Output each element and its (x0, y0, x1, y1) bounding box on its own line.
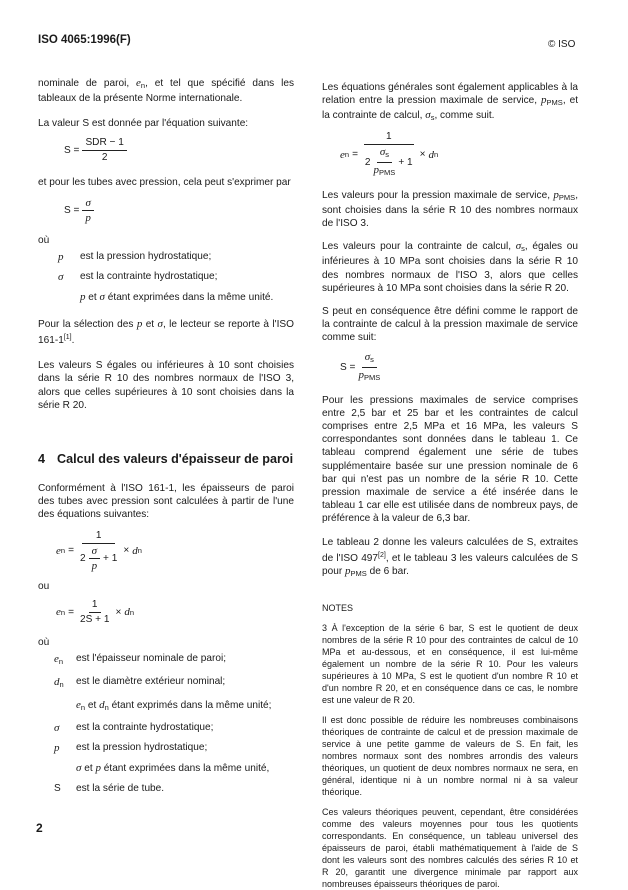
text: Les équations générales sont également applicables à la relation entre la pression maximale de service, (322, 82, 578, 107)
math-var: d (124, 606, 130, 619)
paragraph: La valeur S est donnée par l'équation suivante: (38, 118, 249, 130)
math-sub: s (430, 113, 435, 123)
math-var: d (132, 544, 138, 557)
document-id: ISO 4065:1996(F) (38, 34, 131, 46)
math-var: p (80, 290, 86, 303)
math-sub: n (59, 679, 64, 689)
text: , comme suit. (434, 110, 495, 122)
math-sub: PMS (363, 372, 381, 382)
numerator: σ (89, 545, 100, 559)
denominator: p (373, 163, 380, 176)
equation-en-s (56, 599, 294, 626)
symbol: p (58, 250, 64, 263)
paragraph (322, 536, 578, 581)
math-var: p (136, 317, 143, 330)
math-var: σ (515, 240, 522, 253)
text: et (81, 762, 96, 774)
section-number: 4 (38, 452, 46, 467)
math-var: p (95, 761, 101, 774)
text: nominale de paroi, (38, 78, 137, 89)
paragraph (322, 240, 578, 295)
note-paragraph: Ces valeurs théoriques peuvent, cependant, être considérées comme des valeurs moyennes pour tous les quotients correspondants. En conséquence, un tableau universel des épaisseurs de paroi, établi mathématiquement à l'aide de S dont les valeurs sont des nombres calculés des séries R 10 et R 20, garantit une divergence minimale par rapport aux nombreuses épaisseurs théoriques de paroi. (322, 807, 578, 890)
text: étant exprimés dans la même unité; (108, 699, 272, 711)
text: . (71, 335, 75, 347)
notes-title: NOTES (322, 603, 354, 614)
equation-s-sigma-p (64, 197, 294, 224)
text: Pour la sélection des (38, 318, 137, 330)
definition-note (76, 758, 294, 779)
math-var: p (553, 188, 559, 201)
math-var: e (56, 544, 61, 557)
math-sub: n (60, 546, 66, 556)
note-paragraph: Il est donc possible de réduire les nombreuses combinaisons théoriques de contrainte de calcul et de pression maximale de service à une petite gamme de valeurs de S. En fait, les nombres normaux sont des nombres arrondis des valeurs théoriques, un quotient de deux nombres normaux ne sera, en général, identique ni à un nombre normal ni à sa valeur théorique. (322, 715, 578, 798)
math-sub: PMS (350, 569, 367, 579)
symbol: σ (58, 270, 64, 283)
numerator: 1 (89, 599, 101, 613)
text: 2 (79, 552, 86, 564)
symbol: σ (54, 721, 60, 734)
inner-fraction (89, 545, 100, 572)
math-sub: n (434, 150, 439, 160)
numerator: σ (82, 197, 93, 211)
math-var: e (76, 698, 81, 711)
math-sub: n (137, 546, 142, 556)
inner-fraction (374, 146, 396, 179)
paragraph (38, 77, 294, 105)
eq-lhs: S = (64, 204, 80, 216)
math-var: d (428, 148, 434, 161)
copyright-notice: © ISO (548, 39, 576, 50)
definition-item (54, 738, 294, 758)
reference-link[interactable]: [1] (63, 334, 72, 342)
text: , et le tableau 3 les valeurs calculées de S pour (322, 552, 578, 578)
denominator (365, 145, 413, 179)
denominator: p (358, 368, 364, 381)
page-number: 2 (36, 820, 43, 835)
math-var: p (541, 94, 547, 107)
math-sub: s (385, 149, 390, 159)
definition-item (54, 649, 294, 672)
math-var: σ (99, 290, 105, 303)
definition-item (58, 267, 294, 287)
definition-text: est l'épaisseur nominale de paroi; (76, 652, 227, 664)
text: , sont choisies dans la série R 10 des nombres normaux de l'ISO 3. (322, 189, 578, 230)
where-label: où (38, 234, 50, 246)
paragraph: Conformément à l'ISO 161-1, les épaisseurs de paroi des tubes avec pression sont calculées à partir de l'une des équations suivantes: (38, 483, 294, 521)
definition-note (80, 287, 294, 308)
fraction (82, 137, 126, 164)
math-sub: PMS (546, 98, 563, 108)
fraction (80, 599, 109, 626)
math-sub: n (344, 150, 350, 160)
denominator: p (85, 211, 91, 224)
math-var: e (136, 77, 141, 89)
definition-item (58, 247, 294, 267)
equation-s-sdr (64, 137, 294, 164)
definition-text: est la contrainte hydrostatique; (76, 721, 214, 733)
text: et (85, 699, 100, 711)
definition-text: est la contrainte hydrostatique; (80, 270, 218, 282)
numerator: σ (364, 350, 371, 363)
left-column (38, 77, 294, 835)
right-column (322, 81, 578, 890)
paragraph (322, 81, 578, 125)
math-sub: n (58, 656, 64, 666)
definition-text: est la pression hydrostatique; (76, 741, 208, 753)
math-var: e (340, 148, 345, 161)
text: 2 (364, 156, 371, 168)
text: et (85, 291, 100, 303)
times: × (419, 149, 426, 161)
definition-text: est la pression hydrostatique; (80, 250, 212, 262)
text: étant exprimées dans la même unité. (104, 291, 274, 303)
paragraph (322, 189, 578, 231)
text: Les valeurs pour la pression maximale de service, (322, 189, 554, 201)
fraction (82, 197, 93, 224)
equation-en-pms (340, 131, 578, 179)
text: Le tableau 2 donne les valeurs calculées de S, extraites de l'ISO 497 (322, 536, 578, 564)
reference-link[interactable]: [2] (378, 551, 386, 559)
text: , égales ou inférieures à 10 MPa sont choisies dans la série R 10 des nombres normaux de l'ISO 3, alors que celles supérieures à 10 MPa sont choisies dans la série R 20. (322, 241, 578, 294)
or-label: ou (38, 580, 50, 592)
math-sub: s (521, 244, 525, 254)
math-sub: PMS (379, 167, 396, 177)
text: , et tel que spécifié dans les tableaux de la présente Norme internationale. (38, 78, 294, 105)
math-sub: n (80, 702, 86, 712)
math-var: σ (425, 109, 431, 122)
numerator: SDR − 1 (82, 137, 126, 151)
paragraph: Pour les pressions maximales de service comprises entre 2,5 bar et 25 bar et les contraintes de calcul comprises entre 2,5 MPa et 16 MPa, les valeurs S correspondantes sont données dans le tableau 1. Ce tableau comprend également une série de tubes supplémentaire basée sur une pression nominale de 6 bar qui n'est pas un nombre de la série R 10. Cette pression maximale de service a été insérée dans le tableau 1 car elle est utilisée dans de nombreux pays, de préférence à la valeur de 6,3 bar. (322, 394, 578, 525)
paragraph: et pour les tubes avec pression, cela peut s'exprimer par (38, 176, 291, 188)
fraction (358, 351, 380, 384)
definition-text: est la série de tube. (76, 782, 165, 794)
math-var: p (345, 565, 351, 578)
math-var: σ (76, 761, 82, 774)
math-var: e (56, 606, 61, 619)
numerator: 1 (82, 530, 116, 544)
text: étant exprimées dans la même unité, (100, 762, 270, 774)
symbol: d (54, 675, 60, 688)
math-sub: n (60, 607, 66, 617)
section-heading (38, 452, 294, 466)
numerator: 1 (364, 131, 414, 145)
symbol: e (54, 652, 59, 665)
denominator (80, 544, 117, 572)
times: × (115, 606, 122, 618)
symbol: p (54, 741, 60, 754)
math-sub: PMS (558, 192, 576, 202)
definition-item (54, 718, 294, 738)
math-sub: n (140, 81, 146, 90)
math-sub: s (370, 354, 374, 364)
equals: = (352, 149, 358, 161)
text: de 6 bar. (366, 566, 409, 578)
definition-note (76, 695, 294, 718)
equals: = (68, 545, 74, 557)
denominator: 2 (101, 151, 108, 163)
text: + 1 (398, 156, 413, 168)
math-var: σ (157, 317, 163, 330)
text: , le lecteur se reporte à l'ISO 161-1 (38, 318, 294, 347)
definition-item (54, 672, 294, 695)
equation-s-pms (340, 351, 578, 384)
equals: = (68, 606, 74, 618)
eq-lhs: S = (64, 144, 80, 156)
where-label: où (38, 636, 50, 648)
paragraph (38, 318, 294, 347)
section-title: Calcul des valeurs d'épaisseur de paroi (57, 452, 294, 467)
math-sub: n (129, 607, 135, 617)
equation-en-sigma (56, 530, 294, 572)
text: et (142, 318, 158, 330)
note-3: 3 À l'exception de la série 6 bar, S est le quotient de deux nombres de la série R 10 pour des contraintes de calcul de 10 MPa et au-dessous, et en conséquence, il est lui-même également un nombre de la série R 10. Pour les valeurs supérieures à 10 MPa, S est le quotient d'un nombre R 10 et d'un nombre R 20, et en conséquence dans ce cas, le nombre est une valeur de R 20. (322, 623, 578, 706)
paragraph: S peut en conséquence être défini comme le rapport de la contrainte de calcul à la pression maximale de service comme suit: (322, 306, 578, 344)
math-var: d (99, 698, 105, 711)
paragraph: Les valeurs S égales ou inférieures à 10 sont choisies dans la série R 10 des nombres normaux de l'ISO 3, alors que celles supérieures à 10 sont choisies dans la série R 20. (38, 360, 294, 411)
denominator: 2S + 1 (79, 613, 110, 625)
definition-text: est le diamètre extérieur nominal; (76, 675, 226, 687)
text: , et la contrainte de calcul, (322, 95, 578, 122)
symbol: S (54, 782, 61, 794)
numerator: σ (379, 145, 386, 158)
definition-item (54, 779, 294, 799)
times: × (123, 545, 130, 557)
fraction (80, 530, 117, 572)
eq-lhs: S = (340, 361, 356, 373)
math-sub: n (104, 702, 109, 712)
denominator: p (91, 559, 98, 572)
fraction (364, 131, 414, 179)
text: Les valeurs pour la contrainte de calcul, (322, 241, 516, 253)
text: + 1 (103, 552, 118, 564)
